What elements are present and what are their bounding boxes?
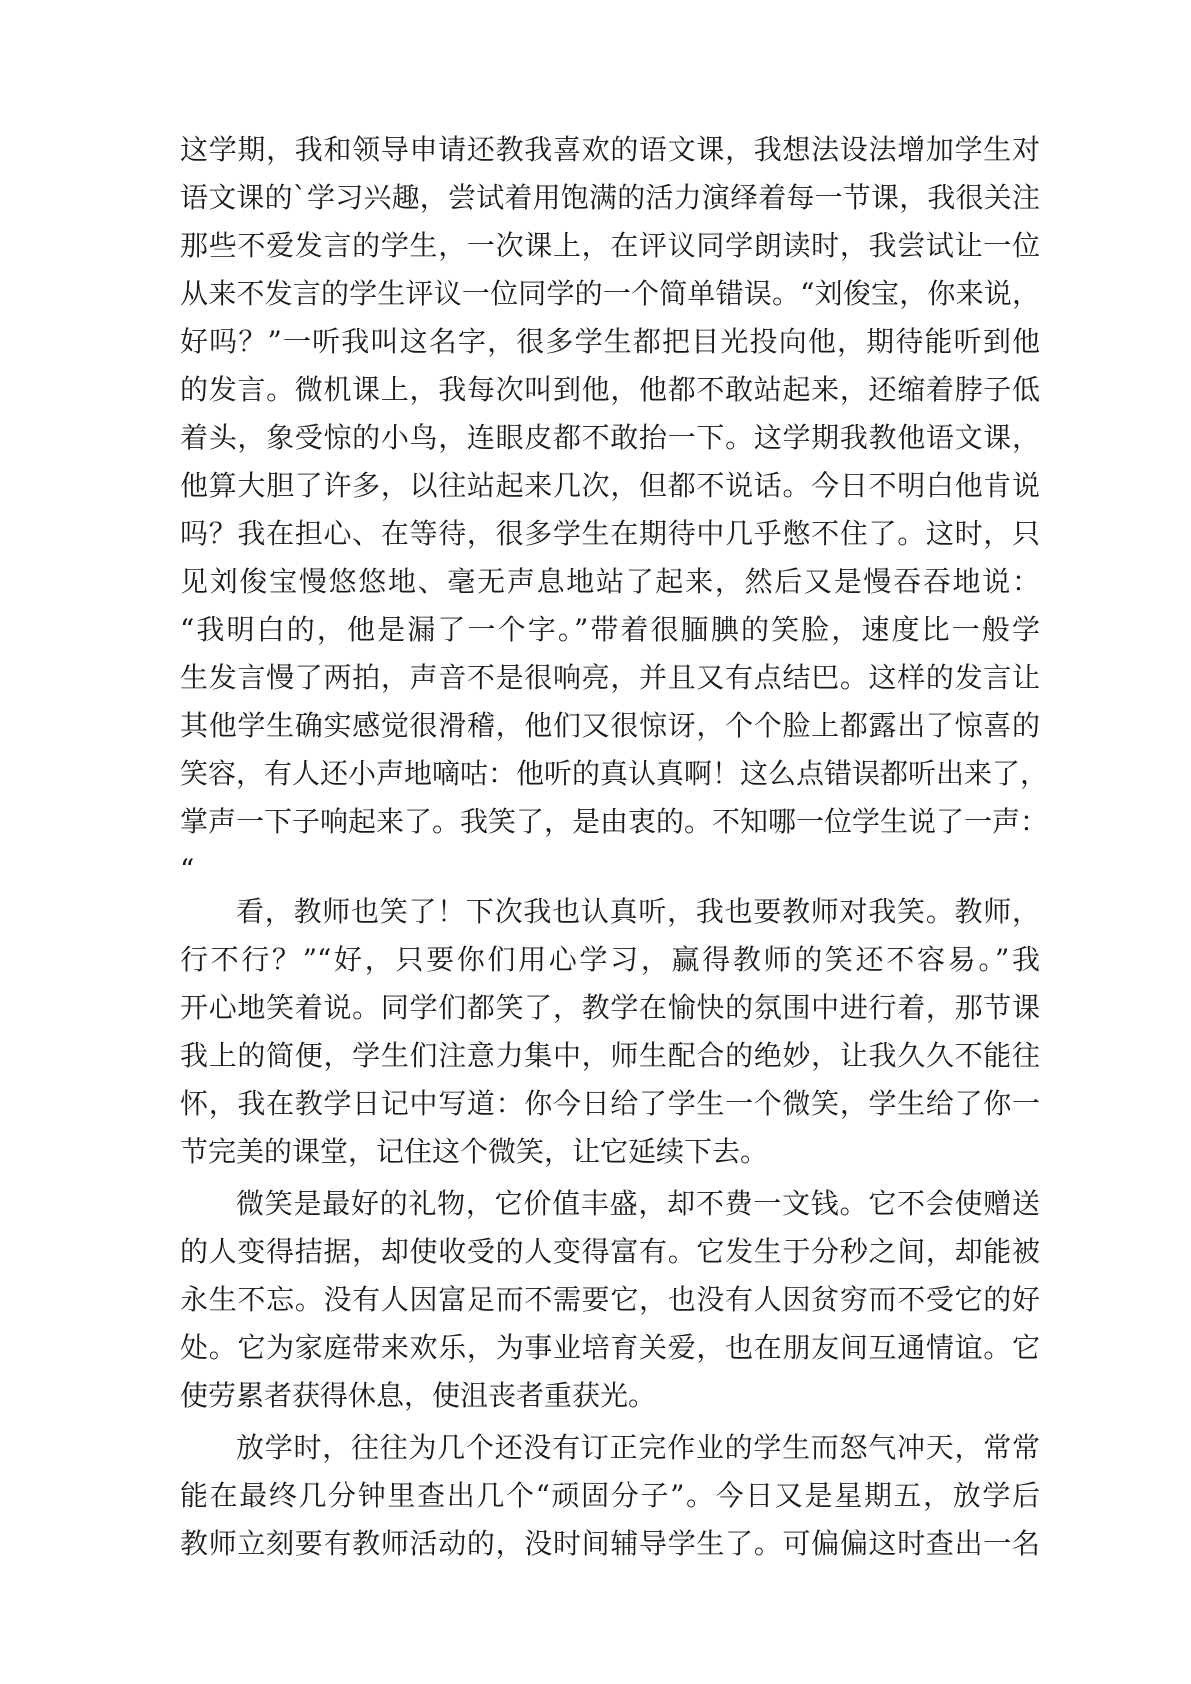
text-line: 的人变得拮据，却使收受的人变得富有。它发生于分秒之间，却能被 bbox=[180, 1235, 1040, 1268]
text-line: “我明白的，他是漏了一个字。”带着很腼腆的笑脸，速度比一般学 bbox=[180, 613, 1040, 646]
text-line: 使劳累者获得休息，使沮丧者重获光。 bbox=[180, 1379, 657, 1412]
text-line: “ bbox=[180, 853, 195, 886]
paragraph-4 bbox=[180, 1424, 1040, 1568]
text-line: 那些不爱发言的学生，一次课上，在评议同学朗读时，我尝试让一位 bbox=[180, 229, 1040, 262]
text-line: 着头，象受惊的小鸟，连眼皮都不敢抬一下。这学期我教他语文课， bbox=[180, 421, 1040, 454]
text-line: 好吗？”一听我叫这名字，很多学生都把目光投向他，期待能听到他 bbox=[180, 325, 1040, 358]
text-line: 永生不忘。没有人因富足而不需要它，也没有人因贫穷而不受它的好 bbox=[180, 1283, 1040, 1316]
text-line: 看，教师也笑了！下次我也认真听，我也要教师对我笑。教师， bbox=[236, 895, 1040, 928]
text-line: 的发言。微机课上，我每次叫到他，他都不敢站起来，还缩着脖子低 bbox=[180, 373, 1040, 406]
text-line: 其他学生确实感觉很滑稽，他们又很惊讶，个个脸上都露出了惊喜的 bbox=[180, 709, 1040, 742]
text-line: 放学时，往往为几个还没有订正完作业的学生而怒气冲天，常常 bbox=[236, 1431, 1040, 1464]
text-line: 吗？我在担心、在等待，很多学生在期待中几乎憋不住了。这时，只 bbox=[180, 517, 1040, 550]
paragraph-3 bbox=[180, 1180, 1040, 1420]
text-line: 从来不发言的学生评议一位同学的一个简单错误。“刘俊宝，你来说， bbox=[180, 277, 1040, 310]
text-line: 我上的简便，学生们注意力集中，师生配合的绝妙，让我久久不能往 bbox=[180, 1039, 1040, 1072]
paragraph-2 bbox=[180, 888, 1040, 1176]
text-line: 行不行？”“好，只要你们用心学习，赢得教师的笑还不容易。”我 bbox=[180, 943, 1040, 976]
text-line: 开心地笑着说。同学们都笑了，教学在愉快的氛围中进行着，那节课 bbox=[180, 991, 1040, 1024]
text-line: 语文课的`学习兴趣，尝试着用饱满的活力演绎着每一节课，我很关注 bbox=[180, 181, 1040, 214]
text-line: 这学期，我和领导申请还教我喜欢的语文课，我想法设法增加学生对 bbox=[180, 133, 1040, 166]
text-line: 掌声一下子响起来了。我笑了，是由衷的。不知哪一位学生说了一声： bbox=[180, 805, 1049, 838]
text-line: 能在最终几分钟里查出几个“顽固分子”。今日又是星期五，放学后 bbox=[180, 1479, 1040, 1512]
text-line: 教师立刻要有教师活动的，没时间辅导学生了。可偏偏这时查出一名 bbox=[180, 1527, 1040, 1560]
text-line: 节完美的课堂，记住这个微笑，让它延续下去。 bbox=[180, 1135, 769, 1168]
paragraph-1 bbox=[180, 126, 1049, 894]
text-line: 见刘俊宝慢悠悠地、毫无声息地站了起来，然后又是慢吞吞地说： bbox=[180, 565, 1040, 598]
text-line: 处。它为家庭带来欢乐，为事业培育关爱，也在朋友间互通情谊。它 bbox=[180, 1331, 1040, 1364]
text-line: 他算大胆了许多，以往站起来几次，但都不说话。今日不明白他肯说 bbox=[180, 469, 1040, 502]
text-line: 生发言慢了两拍，声音不是很响亮，并且又有点结巴。这样的发言让 bbox=[180, 661, 1040, 694]
text-line: 怀，我在教学日记中写道：你今日给了学生一个微笑，学生给了你一 bbox=[180, 1087, 1040, 1120]
text-line: 笑容，有人还小声地嘀咕：他听的真认真啊！这么点错误都听出来了， bbox=[180, 757, 1049, 790]
text-line: 微笑是最好的礼物，它价值丰盛，却不费一文钱。它不会使赠送 bbox=[236, 1187, 1040, 1220]
